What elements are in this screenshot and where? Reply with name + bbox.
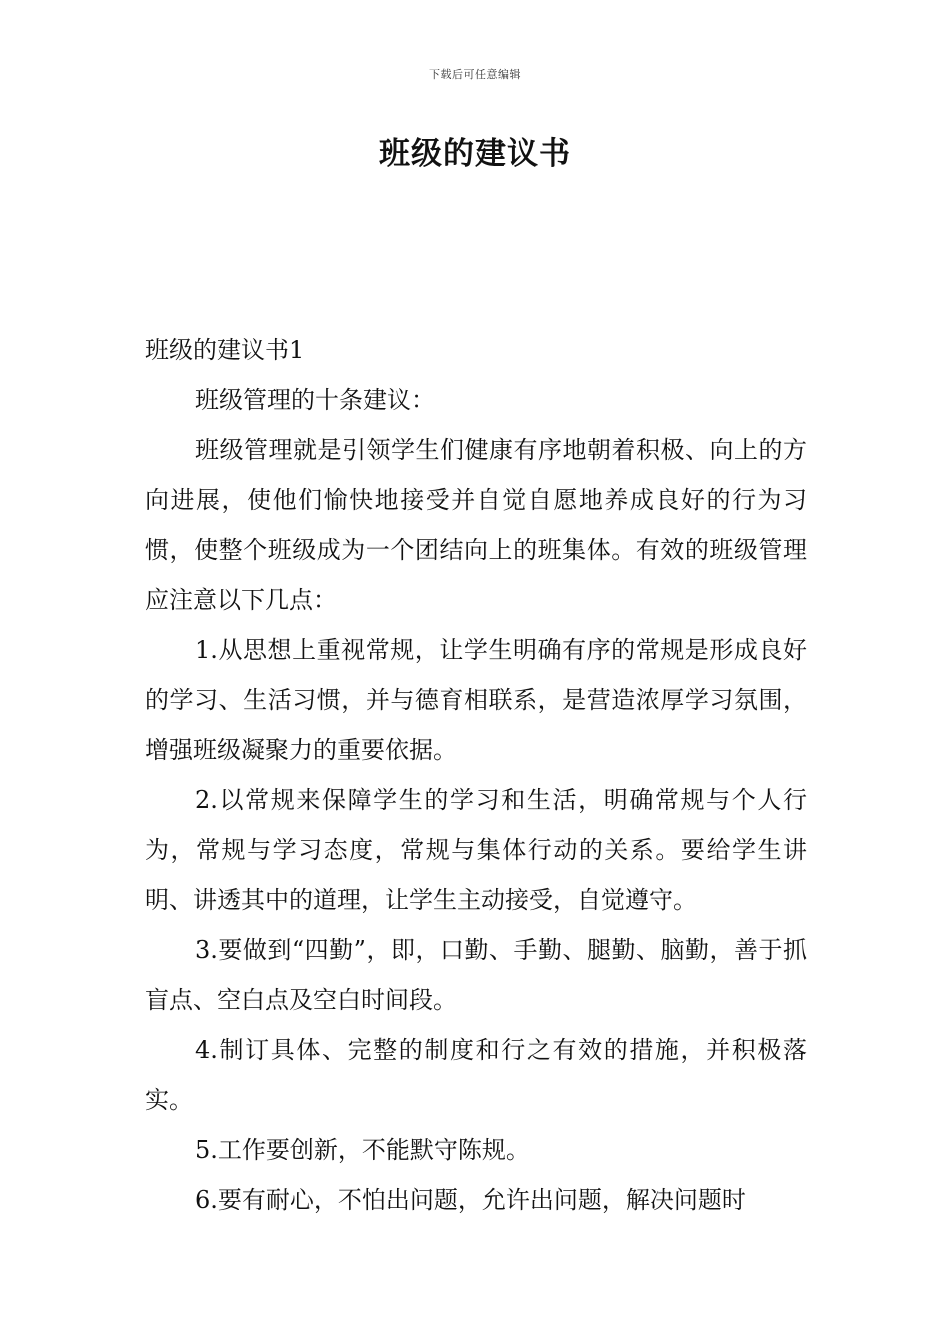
paragraph-item-1: 1.从思想上重视常规，让学生明确有序的常规是形成良好的学习、生活习惯，并与德育相联系，是营造浓厚学习氛围，增强班级凝聚力的重要依据。: [145, 636, 807, 764]
paragraph-item-2: 2.以常规来保障学生的学习和生活，明确常规与个人行为，常规与学习态度，常规与集体行动的关系。要给学生讲明、讲透其中的道理，让学生主动接受，自觉遵守。: [145, 786, 807, 914]
document-title: 班级的建议书: [379, 136, 571, 172]
paragraph-overview: 班级管理就是引领学生们健康有序地朝着积极、向上的方向进展，使他们愉快地接受并自觉自愿地养成良好的行为习惯，使整个班级成为一个团结向上的班集体。有效的班级管理应注意以下几点：: [145, 436, 807, 614]
paragraph-intro: 班级管理的十条建议：: [195, 386, 435, 414]
paragraph-item-5: 5.工作要创新，不能默守陈规。: [195, 1136, 530, 1164]
paragraph-item-3: 3.要做到“四勤”，即，口勤、手勤、腿勤、脑勤，善于抓盲点、空白点及空白时间段。: [145, 936, 807, 1014]
section-heading: 班级的建议书1: [145, 336, 305, 364]
paragraph-item-6: 6.要有耐心，不怕出问题，允许出问题，解决问题时: [195, 1186, 746, 1214]
paragraph-item-4: 4.制订具体、完整的制度和行之有效的措施，并积极落实。: [145, 1036, 807, 1114]
document-body: [145, 325, 807, 1225]
header-note: 下载后可任意编辑: [429, 68, 521, 81]
